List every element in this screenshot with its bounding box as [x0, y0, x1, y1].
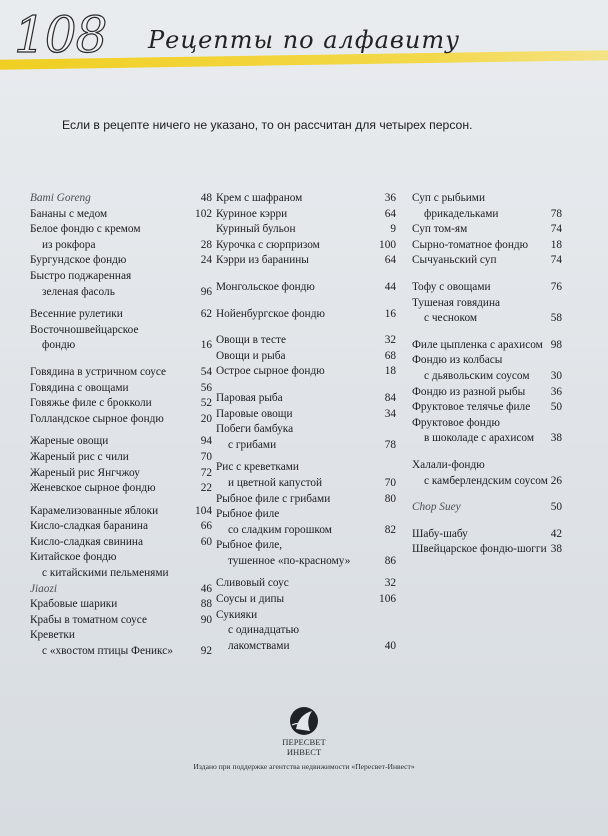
recipe-name: Паровые овощи	[216, 407, 293, 420]
recipe-column-3	[412, 191, 562, 558]
recipe-name: Крабовые шарики	[30, 598, 118, 611]
recipe-name: Голландское сырное фондю	[30, 412, 164, 425]
page-ref: 62	[200, 308, 212, 321]
page-ref: 40	[384, 639, 396, 652]
index-entry	[216, 407, 396, 423]
recipe-name: с «хвостом птицы Феникс»	[42, 645, 173, 658]
page-ref: 26	[550, 474, 562, 487]
page-ref: 80	[384, 492, 396, 505]
recipe-name: со сладким горошком	[228, 523, 332, 536]
recipe-name: с китайскими пельменями	[42, 567, 169, 580]
recipe-name: Острое сырное фондю	[216, 365, 325, 378]
index-entry	[216, 492, 396, 508]
page-ref: 54	[200, 365, 212, 378]
index-entry	[30, 644, 212, 660]
page-ref: 46	[200, 582, 212, 595]
page-ref: 70	[200, 450, 212, 463]
index-entry	[216, 238, 396, 254]
recipe-name: Фондю из колбасы	[412, 354, 503, 367]
index-entry	[216, 476, 396, 492]
page-ref: 38	[550, 432, 562, 445]
index-entry	[30, 434, 212, 450]
index-entry	[30, 238, 212, 254]
recipe-name: Сливовый соус	[216, 577, 289, 590]
index-entry	[30, 550, 212, 566]
section-gap	[30, 354, 212, 365]
recipe-name: Нойенбургское фондю	[216, 307, 325, 320]
page-ref: 74	[550, 223, 562, 236]
page-ref: 44	[384, 280, 396, 293]
recipe-name: с грибами	[228, 438, 277, 451]
page-number: 108	[14, 6, 107, 64]
page-ref: 106	[379, 593, 396, 606]
index-entry	[30, 307, 212, 323]
index-entry	[412, 222, 562, 238]
recipe-name: в шоколаде с арахисом	[424, 432, 534, 445]
recipe-name: Бургундское фондю	[30, 254, 127, 267]
recipe-name: Филе цыпленка с арахисом	[412, 338, 543, 351]
page-ref: 38	[550, 543, 562, 556]
index-entry	[412, 500, 562, 516]
recipe-name: Шабу-шабу	[412, 527, 468, 540]
page-ref: 50	[550, 501, 562, 514]
page-ref: 52	[200, 397, 212, 410]
recipe-name: Сырно-томатное фондю	[412, 238, 529, 251]
index-entry	[30, 519, 212, 535]
recipe-name: Рыбное филе	[216, 508, 280, 521]
index-entry	[216, 592, 396, 608]
index-entry	[216, 608, 396, 624]
page-ref: 102	[195, 207, 212, 220]
page-ref: 56	[200, 381, 212, 394]
index-entry	[30, 191, 212, 207]
index-entry	[412, 431, 562, 447]
recipe-name: Сычуаньский суп	[412, 254, 497, 267]
index-entry	[216, 280, 396, 296]
recipe-name: Халали-фондю	[412, 458, 485, 471]
index-entry	[30, 504, 212, 520]
index-entry	[30, 582, 212, 598]
index-entry	[412, 207, 562, 223]
index-entry	[412, 311, 562, 327]
index-entry	[30, 338, 212, 354]
page-ref: 36	[550, 385, 562, 398]
page-ref: 82	[384, 523, 396, 536]
recipe-name: Фруктовое фондю	[412, 416, 500, 429]
recipe-name: Бананы с медом	[30, 207, 108, 220]
page-ref: 64	[384, 254, 396, 267]
recipe-column-2	[216, 191, 396, 654]
index-entry	[216, 507, 396, 523]
section-gap	[412, 489, 562, 500]
index-entry	[412, 238, 562, 254]
recipe-name: Крем с шафраном	[216, 192, 303, 204]
page-ref: 76	[550, 280, 562, 293]
page-ref: 30	[550, 369, 562, 382]
recipe-name: фрикадельками	[424, 207, 499, 220]
page-ref: 96	[200, 285, 212, 298]
recipe-name: из рокфора	[42, 238, 96, 251]
recipe-name: лакомствами	[228, 639, 290, 652]
index-entry	[412, 191, 562, 207]
recipe-name: с камберлендским соусом	[424, 474, 548, 487]
recipe-name: Карамелизованные яблоки	[30, 504, 159, 517]
recipe-name: Суп том-ям	[412, 223, 468, 236]
index-entry	[30, 450, 212, 466]
recipe-name: Белое фондю с кремом	[30, 223, 141, 236]
index-entry	[30, 566, 212, 582]
section-gap	[412, 327, 562, 338]
section-gap	[216, 269, 396, 280]
page-ref: 88	[200, 598, 212, 611]
index-entry	[216, 576, 396, 592]
index-entry	[412, 369, 562, 385]
section-gap	[412, 269, 562, 280]
recipe-name: Восточношвейцарское	[30, 323, 139, 336]
index-entry	[30, 481, 212, 497]
recipe-name: Весенние рулетики	[30, 308, 123, 321]
recipe-name: Рыбное филе,	[216, 539, 283, 552]
index-entry	[412, 527, 562, 543]
recipe-name: с дьявольским соусом	[424, 369, 530, 382]
section-gap	[216, 569, 396, 576]
recipe-name: Chop Suey	[412, 501, 461, 514]
recipe-name: Женевское сырное фондю	[30, 482, 156, 495]
page-header	[0, 0, 608, 80]
recipe-name: Курочка с сюрпризом	[216, 238, 320, 251]
recipe-name: Говяжье филе с брокколи	[30, 397, 152, 410]
recipe-name: и цветной капустой	[228, 476, 323, 489]
page-ref: 70	[384, 476, 396, 489]
page-ref: 98	[550, 338, 562, 351]
index-entry	[216, 333, 396, 349]
index-entry	[216, 438, 396, 454]
section-gap	[216, 380, 396, 391]
index-entry	[30, 613, 212, 629]
recipe-name: Соусы и дипы	[216, 593, 285, 606]
index-entry	[30, 396, 212, 412]
recipe-name: тушенное «по-красному»	[228, 554, 351, 567]
recipe-name: Куриный бульон	[216, 223, 296, 236]
recipe-name: фондю	[42, 339, 76, 352]
index-entry	[30, 535, 212, 551]
page-ref: 94	[200, 435, 212, 448]
index-entry	[216, 207, 396, 223]
index-entry	[412, 385, 562, 401]
page-ref: 78	[384, 438, 396, 451]
index-entry	[30, 466, 212, 482]
page-ref: 24	[200, 254, 212, 267]
index-entry	[216, 422, 396, 438]
recipe-name: с чесноком	[424, 312, 478, 325]
logo-wordmark	[270, 738, 338, 757]
section-gap	[216, 296, 396, 307]
page-ref: 104	[195, 504, 212, 517]
recipe-name: Сукияки	[216, 608, 258, 621]
recipe-name: Быстро поджаренная	[30, 269, 132, 282]
index-entry	[216, 623, 396, 639]
recipe-name: Паровая рыба	[216, 391, 283, 404]
page-ref: 48	[200, 192, 212, 204]
index-entry	[412, 353, 562, 369]
index-entry	[216, 222, 396, 238]
page-ref: 16	[200, 339, 212, 352]
index-entry	[412, 338, 562, 354]
page-ref: 22	[200, 482, 212, 495]
section-gap	[216, 322, 396, 333]
page-ref: 68	[384, 349, 396, 362]
page-ref: 28	[200, 238, 212, 251]
recipe-name: Китайское фондю	[30, 551, 117, 564]
recipe-name: Кисло-сладкая свинина	[30, 535, 143, 548]
index-entry	[216, 253, 396, 269]
recipe-name: Кисло-сладкая баранина	[30, 520, 148, 533]
index-entry	[30, 323, 212, 339]
recipe-name: Овощи в тесте	[216, 334, 286, 347]
index-entry	[412, 416, 562, 432]
index-entry	[412, 458, 562, 474]
page-ref: 60	[200, 535, 212, 548]
page-ref: 74	[550, 254, 562, 267]
recipe-name: Говядина с овощами	[30, 381, 129, 394]
index-entry	[412, 296, 562, 312]
recipe-name: Jiaozi	[30, 582, 57, 595]
index-entry	[216, 364, 396, 380]
intro-text: Если в рецепте ничего не указано, то он рассчитан для четырех персон.	[62, 118, 473, 132]
recipe-name: Рыбное филе с грибами	[216, 492, 331, 505]
recipe-name: Жареный рис с чили	[30, 450, 129, 463]
recipe-name: Монгольское фондю	[216, 280, 315, 293]
page-ref: 9	[390, 223, 396, 236]
page-ref: 66	[200, 520, 212, 533]
recipe-name: Побеги бамбука	[216, 423, 294, 436]
index-entry	[30, 285, 212, 301]
index-entry	[216, 538, 396, 554]
page-ref: 92	[200, 645, 212, 658]
section-gap	[30, 497, 212, 504]
page-ref: 36	[384, 192, 396, 204]
index-entry	[216, 391, 396, 407]
index-entry	[216, 307, 396, 323]
page-ref: 32	[384, 577, 396, 590]
section-gap	[216, 453, 396, 460]
section-gap	[30, 427, 212, 434]
page-ref: 64	[384, 207, 396, 220]
index-entry	[30, 253, 212, 269]
recipe-name: Bami Goreng	[30, 192, 91, 204]
recipe-name: Суп с рыбьими	[412, 192, 485, 204]
index-entry	[412, 400, 562, 416]
index-entry	[412, 280, 562, 296]
recipe-name: Креветки	[30, 629, 75, 642]
index-entry	[30, 365, 212, 381]
index-entry	[412, 474, 562, 490]
footer-credit: Издано при поддержке агентства недвижимости «Пересвет-Инвест»	[193, 762, 415, 771]
recipe-name: Рис с креветками	[216, 461, 299, 474]
recipe-name: Фондю из разной рыбы	[412, 385, 526, 398]
recipe-name: Тушеная говядина	[412, 296, 501, 309]
index-entry	[30, 597, 212, 613]
index-entry	[216, 639, 396, 655]
recipe-name: Жареные овощи	[30, 435, 109, 448]
recipe-name: Жареный рис Янгчжоу	[30, 466, 140, 479]
page-title: Рецепты по алфавиту	[148, 26, 461, 54]
page-ref: 86	[384, 554, 396, 567]
page-ref: 18	[550, 238, 562, 251]
page-ref: 20	[200, 412, 212, 425]
recipe-name: Крабы в томатном соусе	[30, 613, 147, 626]
page-ref: 50	[550, 401, 562, 414]
logo-line-2: ИНВЕСТ	[286, 746, 322, 757]
index-entry	[30, 628, 212, 644]
page-ref: 58	[550, 312, 562, 325]
recipe-name: Куриное кэрри	[216, 207, 288, 220]
index-entry	[216, 460, 396, 476]
index-entry	[216, 523, 396, 539]
index-entry	[30, 207, 212, 223]
index-entry	[412, 542, 562, 558]
recipe-name: с одинадцатью	[228, 624, 300, 637]
page-ref: 84	[384, 391, 396, 404]
page-ref: 90	[200, 613, 212, 626]
section-gap	[412, 447, 562, 458]
logo-line-1: ПЕРЕСВЕТ	[282, 737, 326, 747]
page-ref: 78	[550, 207, 562, 220]
index-entry	[216, 191, 396, 207]
index-entry	[30, 412, 212, 428]
page-ref: 100	[379, 238, 396, 251]
recipe-name: Швейцарское фондю-шогги	[412, 543, 547, 556]
index-entry	[216, 349, 396, 365]
page-ref: 34	[384, 407, 396, 420]
section-gap	[412, 516, 562, 527]
page-ref: 18	[384, 365, 396, 378]
index-entry	[412, 253, 562, 269]
peresvet-logo-icon	[282, 705, 326, 737]
index-entry	[30, 269, 212, 285]
recipe-name: Кэрри из баранины	[216, 254, 309, 267]
page-ref: 72	[200, 466, 212, 479]
recipe-name: Овощи и рыба	[216, 349, 286, 362]
recipe-name: Говядина в устричном соусе	[30, 365, 167, 378]
recipe-name: Тофу с овощами	[412, 280, 491, 293]
index-entry	[30, 381, 212, 397]
recipe-name: Фруктовое телячье филе	[412, 401, 531, 414]
recipe-column-1	[30, 191, 212, 660]
section-gap	[30, 300, 212, 307]
page-ref: 32	[384, 334, 396, 347]
index-entry	[216, 554, 396, 570]
page-ref: 42	[550, 527, 562, 540]
index-entry	[30, 222, 212, 238]
recipe-name: зеленая фасоль	[42, 285, 115, 298]
page-ref: 16	[384, 307, 396, 320]
